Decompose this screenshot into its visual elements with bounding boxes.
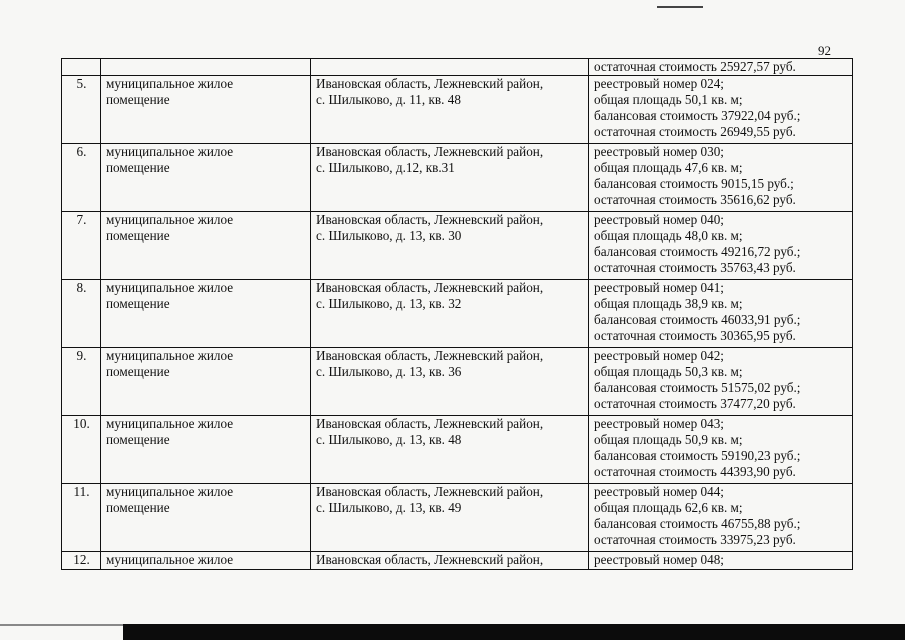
- cell-details: [589, 416, 853, 484]
- table-row: [62, 416, 853, 484]
- cell-details: [589, 484, 853, 552]
- table-row: [62, 144, 853, 212]
- table-row: [62, 280, 853, 348]
- cell-address: [311, 484, 589, 552]
- detail-line: общая площадь 62,6 кв. м;: [594, 500, 743, 515]
- detail-line: балансовая стоимость 49216,72 руб.;: [594, 244, 801, 259]
- cell-number: [62, 348, 101, 416]
- address-line: Ивановская область, Лежневский район,: [316, 144, 544, 159]
- detail-line: общая площадь 48,0 кв. м;: [594, 228, 743, 243]
- row-number: 5.: [76, 76, 87, 91]
- cell-details: [589, 280, 853, 348]
- object-name-line: муниципальное жилое: [106, 76, 234, 91]
- cell-name: [101, 76, 311, 144]
- detail-line: реестровый номер 048;: [594, 552, 724, 567]
- object-name-line: муниципальное жилое: [106, 280, 234, 295]
- cell-number: [62, 484, 101, 552]
- address-line: с. Шилыково, д. 13, кв. 49: [316, 500, 462, 515]
- object-name-line: помещение: [106, 92, 170, 107]
- object-name-line: муниципальное жилое: [106, 348, 234, 363]
- scan-edge-line: [0, 624, 123, 626]
- address-line: Ивановская область, Лежневский район,: [316, 76, 544, 91]
- detail-line: остаточная стоимость 30365,95 руб.: [594, 328, 796, 343]
- detail-line: остаточная стоимость 26949,55 руб.: [594, 124, 796, 139]
- detail-line: реестровый номер 030;: [594, 144, 724, 159]
- address-line: с. Шилыково, д. 13, кв. 30: [316, 228, 462, 243]
- table-row: [62, 552, 853, 570]
- cell-details: [589, 212, 853, 280]
- object-name-line: помещение: [106, 160, 170, 175]
- object-name-line: муниципальное жилое: [106, 144, 234, 159]
- cell-name: [101, 212, 311, 280]
- cell-address: [311, 416, 589, 484]
- row-number: 11.: [73, 484, 90, 499]
- row-number: 7.: [76, 212, 87, 227]
- cell-number: [62, 552, 101, 570]
- cell-address: [311, 552, 589, 570]
- object-name-line: муниципальное жилое: [106, 552, 234, 567]
- object-name-line: муниципальное жилое: [106, 484, 234, 499]
- cell-name: [101, 552, 311, 570]
- detail-line: остаточная стоимость 25927,57 руб.: [594, 59, 796, 74]
- cell-details: [589, 552, 853, 570]
- detail-line: реестровый номер 043;: [594, 416, 724, 431]
- cell-address: [311, 76, 589, 144]
- detail-line: реестровый номер 042;: [594, 348, 724, 363]
- detail-line: остаточная стоимость 33975,23 руб.: [594, 532, 796, 547]
- detail-line: балансовая стоимость 59190,23 руб.;: [594, 448, 801, 463]
- detail-line: общая площадь 38,9 кв. м;: [594, 296, 743, 311]
- detail-line: остаточная стоимость 35616,62 руб.: [594, 192, 796, 207]
- table-row: [62, 348, 853, 416]
- cell-name: [101, 59, 311, 76]
- cell-details: [589, 76, 853, 144]
- address-line: с. Шилыково, д.12, кв.31: [316, 160, 455, 175]
- detail-line: общая площадь 47,6 кв. м;: [594, 160, 743, 175]
- page-number: 92: [818, 43, 831, 58]
- address-line: Ивановская область, Лежневский район,: [316, 212, 544, 227]
- cell-number: [62, 416, 101, 484]
- cell-details: [589, 348, 853, 416]
- cell-number: [62, 59, 101, 76]
- object-name-line: муниципальное жилое: [106, 416, 234, 431]
- object-name-line: помещение: [106, 228, 170, 243]
- address-line: с. Шилыково, д. 11, кв. 48: [316, 92, 461, 107]
- address-line: Ивановская область, Лежневский район,: [316, 348, 544, 363]
- cell-address: [311, 348, 589, 416]
- cell-address: [311, 280, 589, 348]
- detail-line: общая площадь 50,9 кв. м;: [594, 432, 743, 447]
- cell-details: [589, 144, 853, 212]
- detail-line: реестровый номер 040;: [594, 212, 724, 227]
- row-number: 10.: [73, 416, 90, 431]
- cell-name: [101, 348, 311, 416]
- table-row: [62, 212, 853, 280]
- detail-line: реестровый номер 044;: [594, 484, 724, 499]
- cell-details: [589, 59, 853, 76]
- detail-line: реестровый номер 041;: [594, 280, 724, 295]
- table-row: [62, 484, 853, 552]
- row-number: 6.: [76, 144, 87, 159]
- property-register-table: [61, 58, 853, 570]
- row-number: 8.: [76, 280, 87, 295]
- cell-address: [311, 212, 589, 280]
- detail-line: общая площадь 50,1 кв. м;: [594, 92, 743, 107]
- object-name-line: помещение: [106, 364, 170, 379]
- object-name-line: муниципальное жилое: [106, 212, 234, 227]
- detail-line: остаточная стоимость 44393,90 руб.: [594, 464, 796, 479]
- detail-line: балансовая стоимость 46755,88 руб.;: [594, 516, 801, 531]
- detail-line: балансовая стоимость 46033,91 руб.;: [594, 312, 801, 327]
- detail-line: остаточная стоимость 35763,43 руб.: [594, 260, 796, 275]
- table-row: [62, 76, 853, 144]
- address-line: Ивановская область, Лежневский район,: [316, 416, 544, 431]
- detail-line: балансовая стоимость 9015,15 руб.;: [594, 176, 794, 191]
- row-number: 12.: [73, 552, 90, 567]
- row-number: 9.: [76, 348, 87, 363]
- detail-line: остаточная стоимость 37477,20 руб.: [594, 396, 796, 411]
- address-line: с. Шилыково, д. 13, кв. 48: [316, 432, 462, 447]
- address-line: Ивановская область, Лежневский район,: [316, 280, 544, 295]
- address-line: с. Шилыково, д. 13, кв. 32: [316, 296, 462, 311]
- detail-line: общая площадь 50,3 кв. м;: [594, 364, 743, 379]
- cell-name: [101, 144, 311, 212]
- object-name-line: помещение: [106, 296, 170, 311]
- cell-number: [62, 280, 101, 348]
- address-line: с. Шилыково, д. 13, кв. 36: [316, 364, 462, 379]
- cell-name: [101, 484, 311, 552]
- address-line: Ивановская область, Лежневский район,: [316, 552, 544, 567]
- detail-line: балансовая стоимость 37922,04 руб.;: [594, 108, 801, 123]
- cell-number: [62, 76, 101, 144]
- scan-black-bar: [123, 624, 905, 640]
- cell-address: [311, 144, 589, 212]
- cell-number: [62, 144, 101, 212]
- cell-address: [311, 59, 589, 76]
- object-name-line: помещение: [106, 500, 170, 515]
- detail-line: реестровый номер 024;: [594, 76, 724, 91]
- detail-line: балансовая стоимость 51575,02 руб.;: [594, 380, 801, 395]
- table-row-continuation: [62, 59, 853, 76]
- object-name-line: помещение: [106, 432, 170, 447]
- cell-number: [62, 212, 101, 280]
- address-line: Ивановская область, Лежневский район,: [316, 484, 544, 499]
- cell-name: [101, 280, 311, 348]
- scan-mark-line: [657, 6, 703, 8]
- cell-name: [101, 416, 311, 484]
